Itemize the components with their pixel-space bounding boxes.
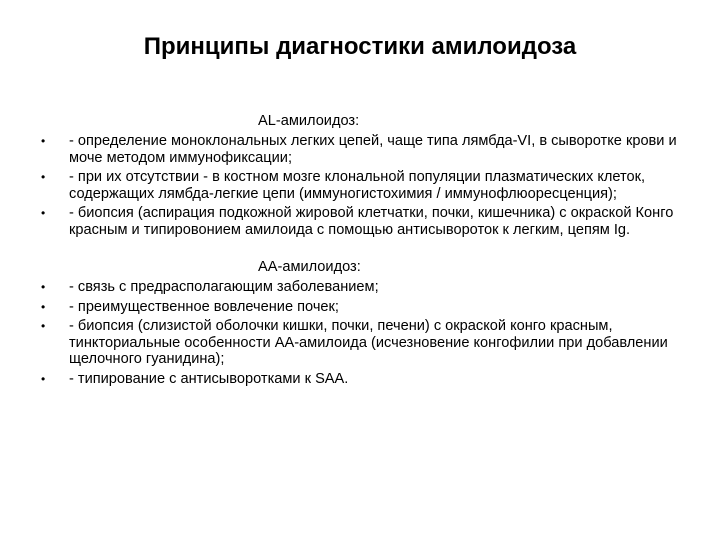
list-item: [40, 318, 680, 368]
bullet-icon: •: [41, 134, 46, 148]
bullet-icon: •: [41, 206, 46, 220]
list-item: [40, 279, 680, 296]
bullet-icon: •: [41, 280, 46, 294]
section-spacer: [40, 238, 680, 258]
list-item: [40, 133, 680, 166]
list-item-text: - типирование с антисыворотками к SAA.: [69, 370, 349, 387]
aa-amyloidosis-heading: АА-амилоидоз:: [258, 259, 361, 275]
list-item-text: - преимущественное вовлечение почек;: [69, 298, 339, 315]
slide-title: Принципы диагностики амилоидоза: [143, 33, 577, 60]
list-item: [40, 205, 680, 238]
list-item-text: - биопсия (аспирация подкожной жировой клетчатки, почки, кишечника) с окраской Конго красным и типировонием амилоида с помощью антисывороток к легким, цепям Ig.: [69, 205, 674, 238]
list-item: [40, 371, 680, 388]
bullet-icon: •: [41, 170, 46, 184]
bullet-icon: •: [41, 319, 46, 333]
list-item-text: - определение моноклональных легких цепей, чаще типа лямбда-VI, в сыворотке крови и моче методом иммунофиксации;: [69, 133, 677, 166]
bullet-icon: •: [41, 371, 46, 386]
slide-content: [40, 112, 680, 387]
al-amyloidosis-heading: AL-амилоидоз:: [258, 113, 360, 129]
list-item-text: - связь с предрасполагающим заболеванием;: [69, 279, 379, 295]
list-item: [40, 299, 680, 316]
list-item-text: - биопсия (слизистой оболочки кишки, почки, печени) с окраской конго красным, тинкториальные особенности АА-амилоида (исчезновение конгофилии при добавлении щелочного гуанидина);: [69, 318, 668, 367]
list-item: [40, 169, 680, 202]
list-item-text: - при их отсутствии - в костном мозге клональной популяции плазматических клеток, содержащих лямбда-легкие цепи (иммуногистохимия / иммунофлюоресценция);: [69, 169, 646, 202]
bullet-icon: •: [41, 299, 46, 314]
